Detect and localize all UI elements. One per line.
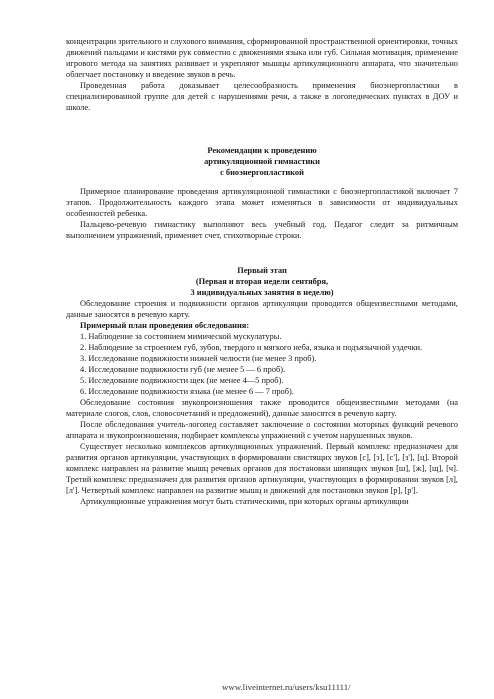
recommendations-paragraph-1: Примерное планирование проведения артикуляционной гимнастики с биоэнергопластикой включает 7 этапов. Продолжительность каждого этапа может изменяться в зависимости от индивидуальных особенностей ребенка.: [66, 187, 458, 218]
stage-1-title-line-2: (Первая и вторая недели сентября,: [195, 277, 329, 286]
examination-plan-heading: Примерный план проведения обследования:: [80, 321, 250, 330]
examination-item-6: 6. Исследование подвижности языка (не менее 6 — 7 проб).: [80, 387, 294, 396]
stage-1-paragraph-4: Существует несколько комплексов артикуляционных упражнений. Первый комплекс предназначен для развития органов артикуляции, участвующих в формировании свистящих звуков [с], [з], [с'], [з'], [ц]. Второй комплекс направлен на развитие мышц речевых органов для постановки шипящих звуков [ш], [ж], [щ], [ч]. Третий комплекс предназначен для развития органов артикуляции, участвующих в формировании звуков [л], [л']. Четвертый комплекс направлен на развитие мышц и движений для постановки звуков [р], [р'].: [66, 442, 458, 495]
intro-paragraph-2: Проведенная работа доказывает целесообразность применения биоэнергопластики в специализированной группе для детей с нарушениями речи, а также в логопедических пунктах в ДОУ и школе.: [66, 81, 458, 112]
recommendations-title: [66, 145, 458, 178]
examination-item-5: 5. Исследование подвижности щек (не менее 4—5 проб).: [80, 376, 284, 385]
examination-item-3: 3. Исследование подвижности нижней челюсти (не менее 3 проб).: [80, 354, 317, 363]
recommendations-title-line-3: с биоэнергопластикой: [220, 168, 304, 177]
recommendations-title-line-2: артикуляционной гимнастики: [204, 157, 320, 166]
stage-1-title-line-1: Первый этап: [237, 266, 287, 275]
stage-1-paragraph-5: Артикуляционные упражнения могут быть статическими, при которых органы артикуляции: [80, 497, 409, 506]
stage-1-title-line-3: 3 индивидуальных занятия в неделю): [190, 288, 334, 297]
stage-1-paragraph-2: Обследование состояния звукопроизношения также проводится общеизвестными методами (на материале слогов, слов, словосочетаний и предложений), данные заносятся в речевую карту.: [66, 398, 458, 418]
source-url-watermark: www.liveinternet.ru/users/ksu11111/: [222, 682, 351, 692]
recommendations-paragraph-2: Пальцево-речевую гимнастику выполняют весь учебный год. Педагог следит за ритмичным выполнением упражнений, применяет счет, стихотворные строки.: [66, 220, 458, 240]
examination-item-4: 4. Исследование подвижности губ (не менее 5 — 6 проб).: [80, 365, 286, 374]
recommendations-title-line-1: Рекомендации к проведению: [207, 146, 317, 155]
stage-1-title: [66, 265, 458, 298]
stage-1-paragraph-3: После обследования учитель-логопед составляет заключение о состоянии моторных функций речевого аппарата и звукопроизношения, подбирает комплексы упражнений с учетом нарушенных звуков.: [66, 420, 458, 440]
document-body: [66, 36, 458, 507]
intro-paragraph-1: концентрации зрительного и слухового внимания, сформированной пространственной ориентировки, точных движений пальцами и кистями рук совместно с движениями языка или губ. Сильная мотивация, применение игрового метода на занятиях развивает и укрепляют мышцы артикуляционного аппарата, что значительно облегчает постановку и введение звуков в речь.: [66, 37, 458, 79]
stage-1-paragraph-1: Обследование строения и подвижности органов артикуляции проводится общеизвестными методами, данные заносятся в речевую карту.: [66, 299, 458, 319]
examination-item-1: 1. Наблюдение за состоянием мимической мускулатуры.: [80, 332, 282, 341]
examination-item-2: 2. Наблюдение за строением губ, зубов, твердого и мягкого неба, языка и подъязычной уздечки.: [80, 343, 423, 352]
